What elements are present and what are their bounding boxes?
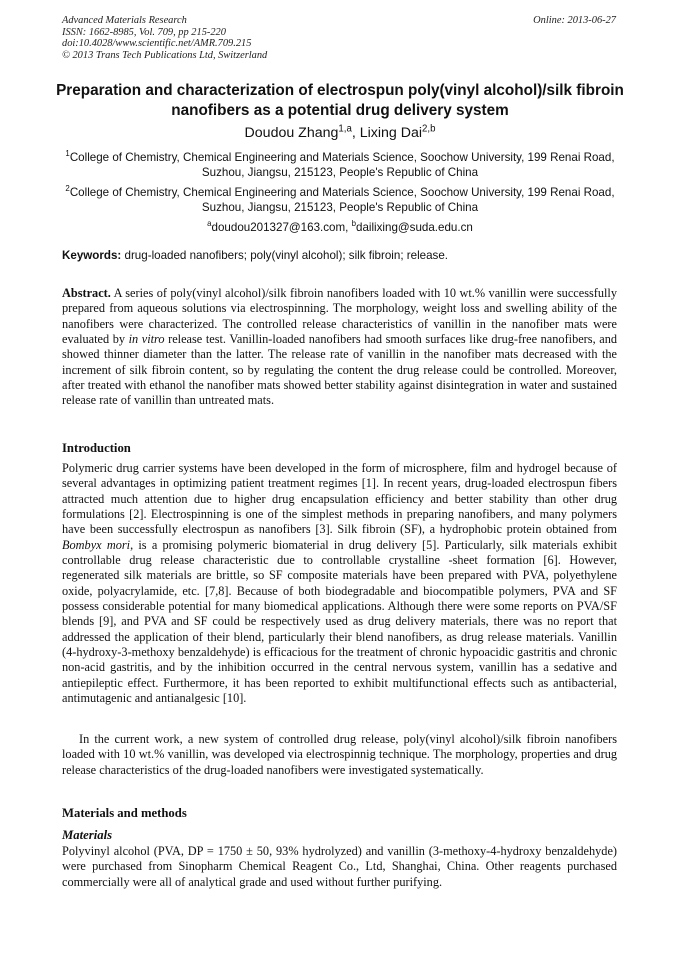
affiliation-1 [60,150,620,180]
affiliation-text: College of Chemistry, Chemical Engineering and Materials Science, Soochow University, 199 Renai Road, Suzhou, Jiangsu, 215123, People's Republic of China [69,186,615,215]
introduction-paragraph-1 [62,461,617,707]
affiliation-mark: 1 [65,149,70,159]
keywords-text: drug-loaded nanofibers; poly(vinyl alcohol); silk fibroin; release. [121,249,449,262]
affiliation-text: College of Chemistry, Chemical Engineering and Materials Science, Soochow University, 199 Renai Road, Suzhou, Jiangsu, 215123, People's Republic of China [69,151,615,180]
affiliation-2 [60,185,620,215]
author-name: Lixing Dai [359,125,423,141]
author-affiliation-mark: 2,b [422,123,436,135]
email-mark: b [351,219,356,229]
paragraph-text: , is a promising polymeric biomaterial in drug delivery [5]. Particularly, silk materials exhibit controllable drug release characteristic due to controllable crystalline [62,537,617,568]
online-date: Online: 2013-06-27 [533,15,616,26]
author-emails [40,220,640,235]
author-separator: , [351,125,360,141]
author-affiliation-mark: 1,a [338,123,352,135]
introduction-paragraph-2: In the current work, a new system of controlled drug release, poly(vinyl alcohol)/silk fibroin nanofibers loaded with 10 wt.% vanillin, was developed via electrospinnig technique. The morphology, properties and drug release characteristics of the drug-loaded nanofibers were investigated systematically. [62,732,617,777]
journal-header [62,15,616,61]
paragraph-text: -sheet formation [6]. However, regenerated silk materials are brittle, so SF composite materials have been prepared with PVA, polyethylene oxide, polyacrylamide, etc. [7,8]. Because of both biodegradable and biocompatible polymers, PVA and SF possess considerable potential for many biomedical applications. Although there were some reports on PVA/SF blends [9], and PVA and SF could be respectively used as drug delivery materials, there was no report that addressed the application of their blend, particularly their blend nanofibers, as drug release materials. Vanillin (4-hydroxy-3-methoxy benzaldehyde) is efficacious for the treatment of chronic hypoacidic gastritis and chronic non-acid gastritis, and by the inhibition occurred in the central nervous system, vanillin has a sedative and antiepileptic effect. Furthermore, it has been reported to exhibit multifunctional effects such as antibacterial, antimutagenic and antianalgesic [10]. [62,553,618,706]
journal-doi: doi:10.4028/www.scientific.net/AMR.709.215 [62,38,252,50]
abstract-text: A series of poly(vinyl alcohol)/silk fibroin nanofibers loaded with 10 wt.% vanillin were successfully prepared from aqueous solutions via electrospinning. The morphology, weight loss and swelling ability of the nanofibers were characterized. The controlled release characteristics of vanillin in the nanofiber mats were evaluated by [62,286,617,347]
subsection-heading-materials: Materials [62,828,113,842]
species-name: Bombyx mori [62,537,131,552]
email-address: dailixing@suda.edu.cn [356,221,473,234]
materials-paragraph: Polyvinyl alcohol (PVA, DP = 1750 ± 50, 93% hydrolyzed) and vanillin (3-methoxy-4-hydroxy benzaldehyde) were purchased from Sinopharm Chemical Reagent Co., Ltd, Shanghai, China. Other reagents purchased commercially were all of analytical grade and used without further purifying. [62,844,617,889]
author-list [40,124,640,142]
paper-title: Preparation and characterization of electrospun poly(vinyl alcohol)/silk fibroin nanofibers as a potential drug delivery system [56,82,624,119]
abstract-label: Abstract. [62,286,111,300]
abstract-text: release test. Vanillin-loaded nanofibers had smooth surfaces like drug-free nanofibers, and showed thinner diameter than the latter. The release rate of vanillin in the nanofiber mats decreased with the increment of silk fibroin content, so by regulating the content the drug release could be controlled. Moreover, after treated with ethanol the nanofiber mats showed better stability against disintegration in water and sustained release rate of vanillin than untreated mats. [62,332,617,408]
abstract-italic-term: in vitro [128,332,165,347]
abstract [62,286,617,409]
keywords [62,248,618,263]
email-separator: , [345,221,352,234]
author-name: Doudou Zhang [244,125,339,141]
keywords-label: Keywords: [62,249,122,262]
email-address: doudou201327@163.com [211,221,346,234]
section-heading-materials-methods: Materials and methods [62,806,187,820]
affiliation-mark: 2 [65,184,70,194]
paragraph-text: Polymeric drug carrier systems have been developed in the form of microsphere, film and hydrogel because of several advantages in optimizing patient treatment regimes [1]. In recent years, drug-loaded electrospun fibers attracted much attention due to higher drug encapsulation efficiency and better stability than other drug formulations [2]. Electrospinning is one of the simplest methods in preparing nanofibers, and many polymers have been successfully electrospun as nanofibers [3]. Silk fibroin (SF), a hydrophobic protein obtained from [62,461,617,537]
journal-copyright: © 2013 Trans Tech Publications Ltd, Switzerland [62,49,268,61]
journal-name: Advanced Materials Research [62,15,187,26]
journal-issn: ISSN: 1662-8985, Vol. 709, pp 215-220 [62,26,226,38]
email-mark: a [207,219,212,229]
section-heading-introduction: Introduction [62,441,131,455]
